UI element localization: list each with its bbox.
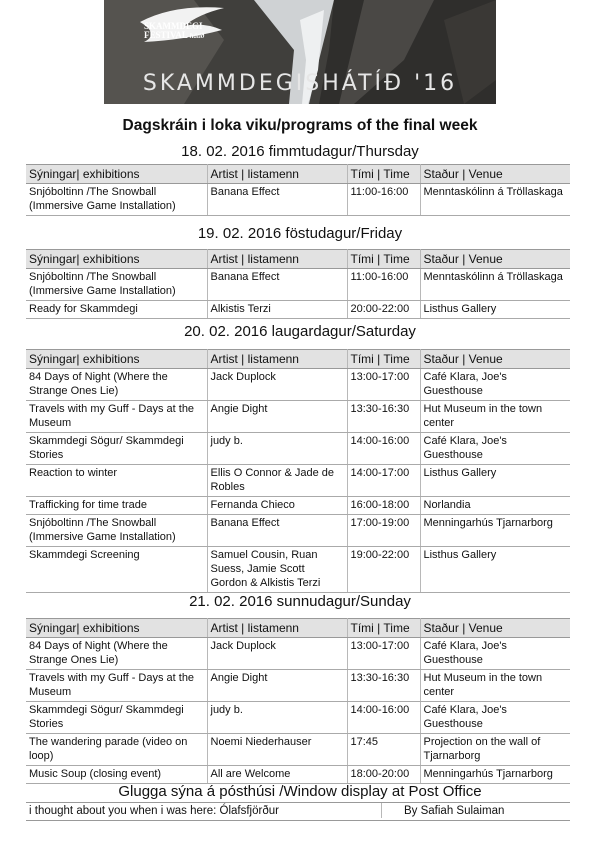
column-header: Sýningar| exhibitions	[26, 165, 207, 184]
table-row	[26, 184, 570, 216]
table-row	[26, 497, 570, 515]
table-cell: Listhus Gallery	[420, 465, 570, 497]
table-row	[26, 547, 570, 593]
table-cell: 19:00-22:00	[347, 547, 420, 593]
banner-title: SKAMMDEGISHÁTÍÐ '16	[142, 71, 458, 96]
column-header: Sýningar| exhibitions	[26, 619, 207, 638]
window-display-heading: Glugga sýna á pósthúsi /Window display at Post Office	[118, 783, 482, 800]
column-header: Artist | listamenn	[207, 165, 347, 184]
table-row	[26, 670, 570, 702]
day-heading: 18. 02. 2016 fimmtudagur/Thursday	[181, 143, 419, 160]
table-cell: Ready for Skammdegi	[26, 301, 207, 319]
table-cell: Angie Dight	[207, 670, 347, 702]
table-cell: Skammdegi Screening	[26, 547, 207, 593]
table-cell: Hut Museum in the town center	[420, 670, 570, 702]
window-display-artist: By Safiah Sulaiman	[381, 803, 504, 818]
table-cell: Café Klara, Joe's Guesthouse	[420, 433, 570, 465]
table-cell: Listhus Gallery	[420, 547, 570, 593]
column-header: Staður | Venue	[420, 619, 570, 638]
table-cell: 14:00-16:00	[347, 433, 420, 465]
table-cell: 13:30-16:30	[347, 401, 420, 433]
table-cell: 84 Days of Night (Where the Strange Ones Lie)	[26, 638, 207, 670]
table-cell: Café Klara, Joe's Guesthouse	[420, 702, 570, 734]
table-header-row	[26, 165, 570, 184]
logo-sub: hátíð	[189, 32, 205, 40]
window-display-row	[26, 802, 570, 821]
column-header: Staður | Venue	[420, 250, 570, 269]
table-row	[26, 766, 570, 784]
table-cell: All are Welcome	[207, 766, 347, 784]
table-header-row	[26, 250, 570, 269]
table-row	[26, 301, 570, 319]
column-header: Artist | listamenn	[207, 250, 347, 269]
table-cell: 13:30-16:30	[347, 670, 420, 702]
table-row	[26, 734, 570, 766]
table-cell: Skammdegi Sögur/ Skammdegi Stories	[26, 433, 207, 465]
column-header: Staður | Venue	[420, 165, 570, 184]
table-cell: Projection on the wall of Tjarnarborg	[420, 734, 570, 766]
table-cell: Travels with my Guff - Days at the Museum	[26, 401, 207, 433]
column-header: Tími | Time	[347, 619, 420, 638]
column-header: Artist | listamenn	[207, 350, 347, 369]
table-cell: Music Soup (closing event)	[26, 766, 207, 784]
day-heading: 21. 02. 2016 sunnudagur/Sunday	[189, 593, 411, 610]
table-cell: 13:00-17:00	[347, 638, 420, 670]
table-cell: Ellis O Connor & Jade de Robles	[207, 465, 347, 497]
page-title: Dagskráin i loka viku/programs of the final week	[122, 117, 478, 134]
table-cell: 11:00-16:00	[347, 184, 420, 216]
table-cell: Banana Effect	[207, 269, 347, 301]
table-header-row	[26, 619, 570, 638]
table-cell: Skammdegi Sögur/ Skammdegi Stories	[26, 702, 207, 734]
table-cell: Snjóboltinn /The Snowball (Immersive Game Installation)	[26, 184, 207, 216]
table-cell: Travels with my Guff - Days at the Museum	[26, 670, 207, 702]
table-cell: Listhus Gallery	[420, 301, 570, 319]
day-heading: 19. 02. 2016 föstudagur/Friday	[197, 225, 403, 242]
schedule-table	[26, 249, 570, 319]
table-cell: Menntaskólinn á Tröllaskaga	[420, 269, 570, 301]
table-cell: judy b.	[207, 702, 347, 734]
schedule-table	[26, 349, 570, 593]
table-row	[26, 515, 570, 547]
table-cell: Café Klara, Joe's Guesthouse	[420, 638, 570, 670]
table-row	[26, 369, 570, 401]
schedule-table	[26, 618, 570, 784]
table-row	[26, 465, 570, 497]
table-cell: Hut Museum in the town center	[420, 401, 570, 433]
table-cell: Snjóboltinn /The Snowball (Immersive Game Installation)	[26, 515, 207, 547]
table-cell: Angie Dight	[207, 401, 347, 433]
table-cell: Jack Duplock	[207, 638, 347, 670]
table-cell: Banana Effect	[207, 184, 347, 216]
column-header: Sýningar| exhibitions	[26, 250, 207, 269]
festival-logo	[144, 22, 204, 41]
logo-line-2: FESTIVAL	[144, 30, 188, 40]
table-cell: Alkistis Terzi	[207, 301, 347, 319]
table-cell: judy b.	[207, 433, 347, 465]
column-header: Sýningar| exhibitions	[26, 350, 207, 369]
table-cell: 16:00-18:00	[347, 497, 420, 515]
table-cell: Samuel Cousin, Ruan Suess, Jamie Scott Gordon & Alkistis Terzi	[207, 547, 347, 593]
table-cell: 11:00-16:00	[347, 269, 420, 301]
table-cell: 14:00-17:00	[347, 465, 420, 497]
table-cell: Café Klara, Joe's Guesthouse	[420, 369, 570, 401]
table-cell: 13:00-17:00	[347, 369, 420, 401]
table-cell: 20:00-22:00	[347, 301, 420, 319]
schedule-table	[26, 164, 570, 216]
table-row	[26, 433, 570, 465]
column-header: Tími | Time	[347, 165, 420, 184]
logo-line-1: SKAMMDEGI	[144, 21, 203, 31]
table-cell: Menningarhús Tjarnarborg	[420, 766, 570, 784]
table-cell: 84 Days of Night (Where the Strange Ones Lie)	[26, 369, 207, 401]
table-row	[26, 638, 570, 670]
table-cell: Norlandia	[420, 497, 570, 515]
table-row	[26, 269, 570, 301]
table-cell: Trafficking for time trade	[26, 497, 207, 515]
column-header: Artist | listamenn	[207, 619, 347, 638]
table-cell: 14:00-16:00	[347, 702, 420, 734]
table-header-row	[26, 350, 570, 369]
festival-banner	[104, 0, 496, 104]
table-cell: Reaction to winter	[26, 465, 207, 497]
column-header: Tími | Time	[347, 250, 420, 269]
table-cell: Menningarhús Tjarnarborg	[420, 515, 570, 547]
table-cell: Snjóboltinn /The Snowball (Immersive Game Installation)	[26, 269, 207, 301]
table-cell: 17:45	[347, 734, 420, 766]
table-cell: The wandering parade (video on loop)	[26, 734, 207, 766]
table-row	[26, 702, 570, 734]
table-cell: 18:00-20:00	[347, 766, 420, 784]
table-cell: Fernanda Chieco	[207, 497, 347, 515]
table-cell: 17:00-19:00	[347, 515, 420, 547]
table-cell: Banana Effect	[207, 515, 347, 547]
table-cell: Noemi Niederhauser	[207, 734, 347, 766]
table-cell: Jack Duplock	[207, 369, 347, 401]
column-header: Tími | Time	[347, 350, 420, 369]
table-row	[26, 401, 570, 433]
column-header: Staður | Venue	[420, 350, 570, 369]
window-display-work: i thought about you when i was here: Ólafsfjörður	[29, 805, 279, 817]
day-heading: 20. 02. 2016 laugardagur/Saturday	[184, 323, 416, 340]
table-cell: Menntaskólinn á Tröllaskaga	[420, 184, 570, 216]
